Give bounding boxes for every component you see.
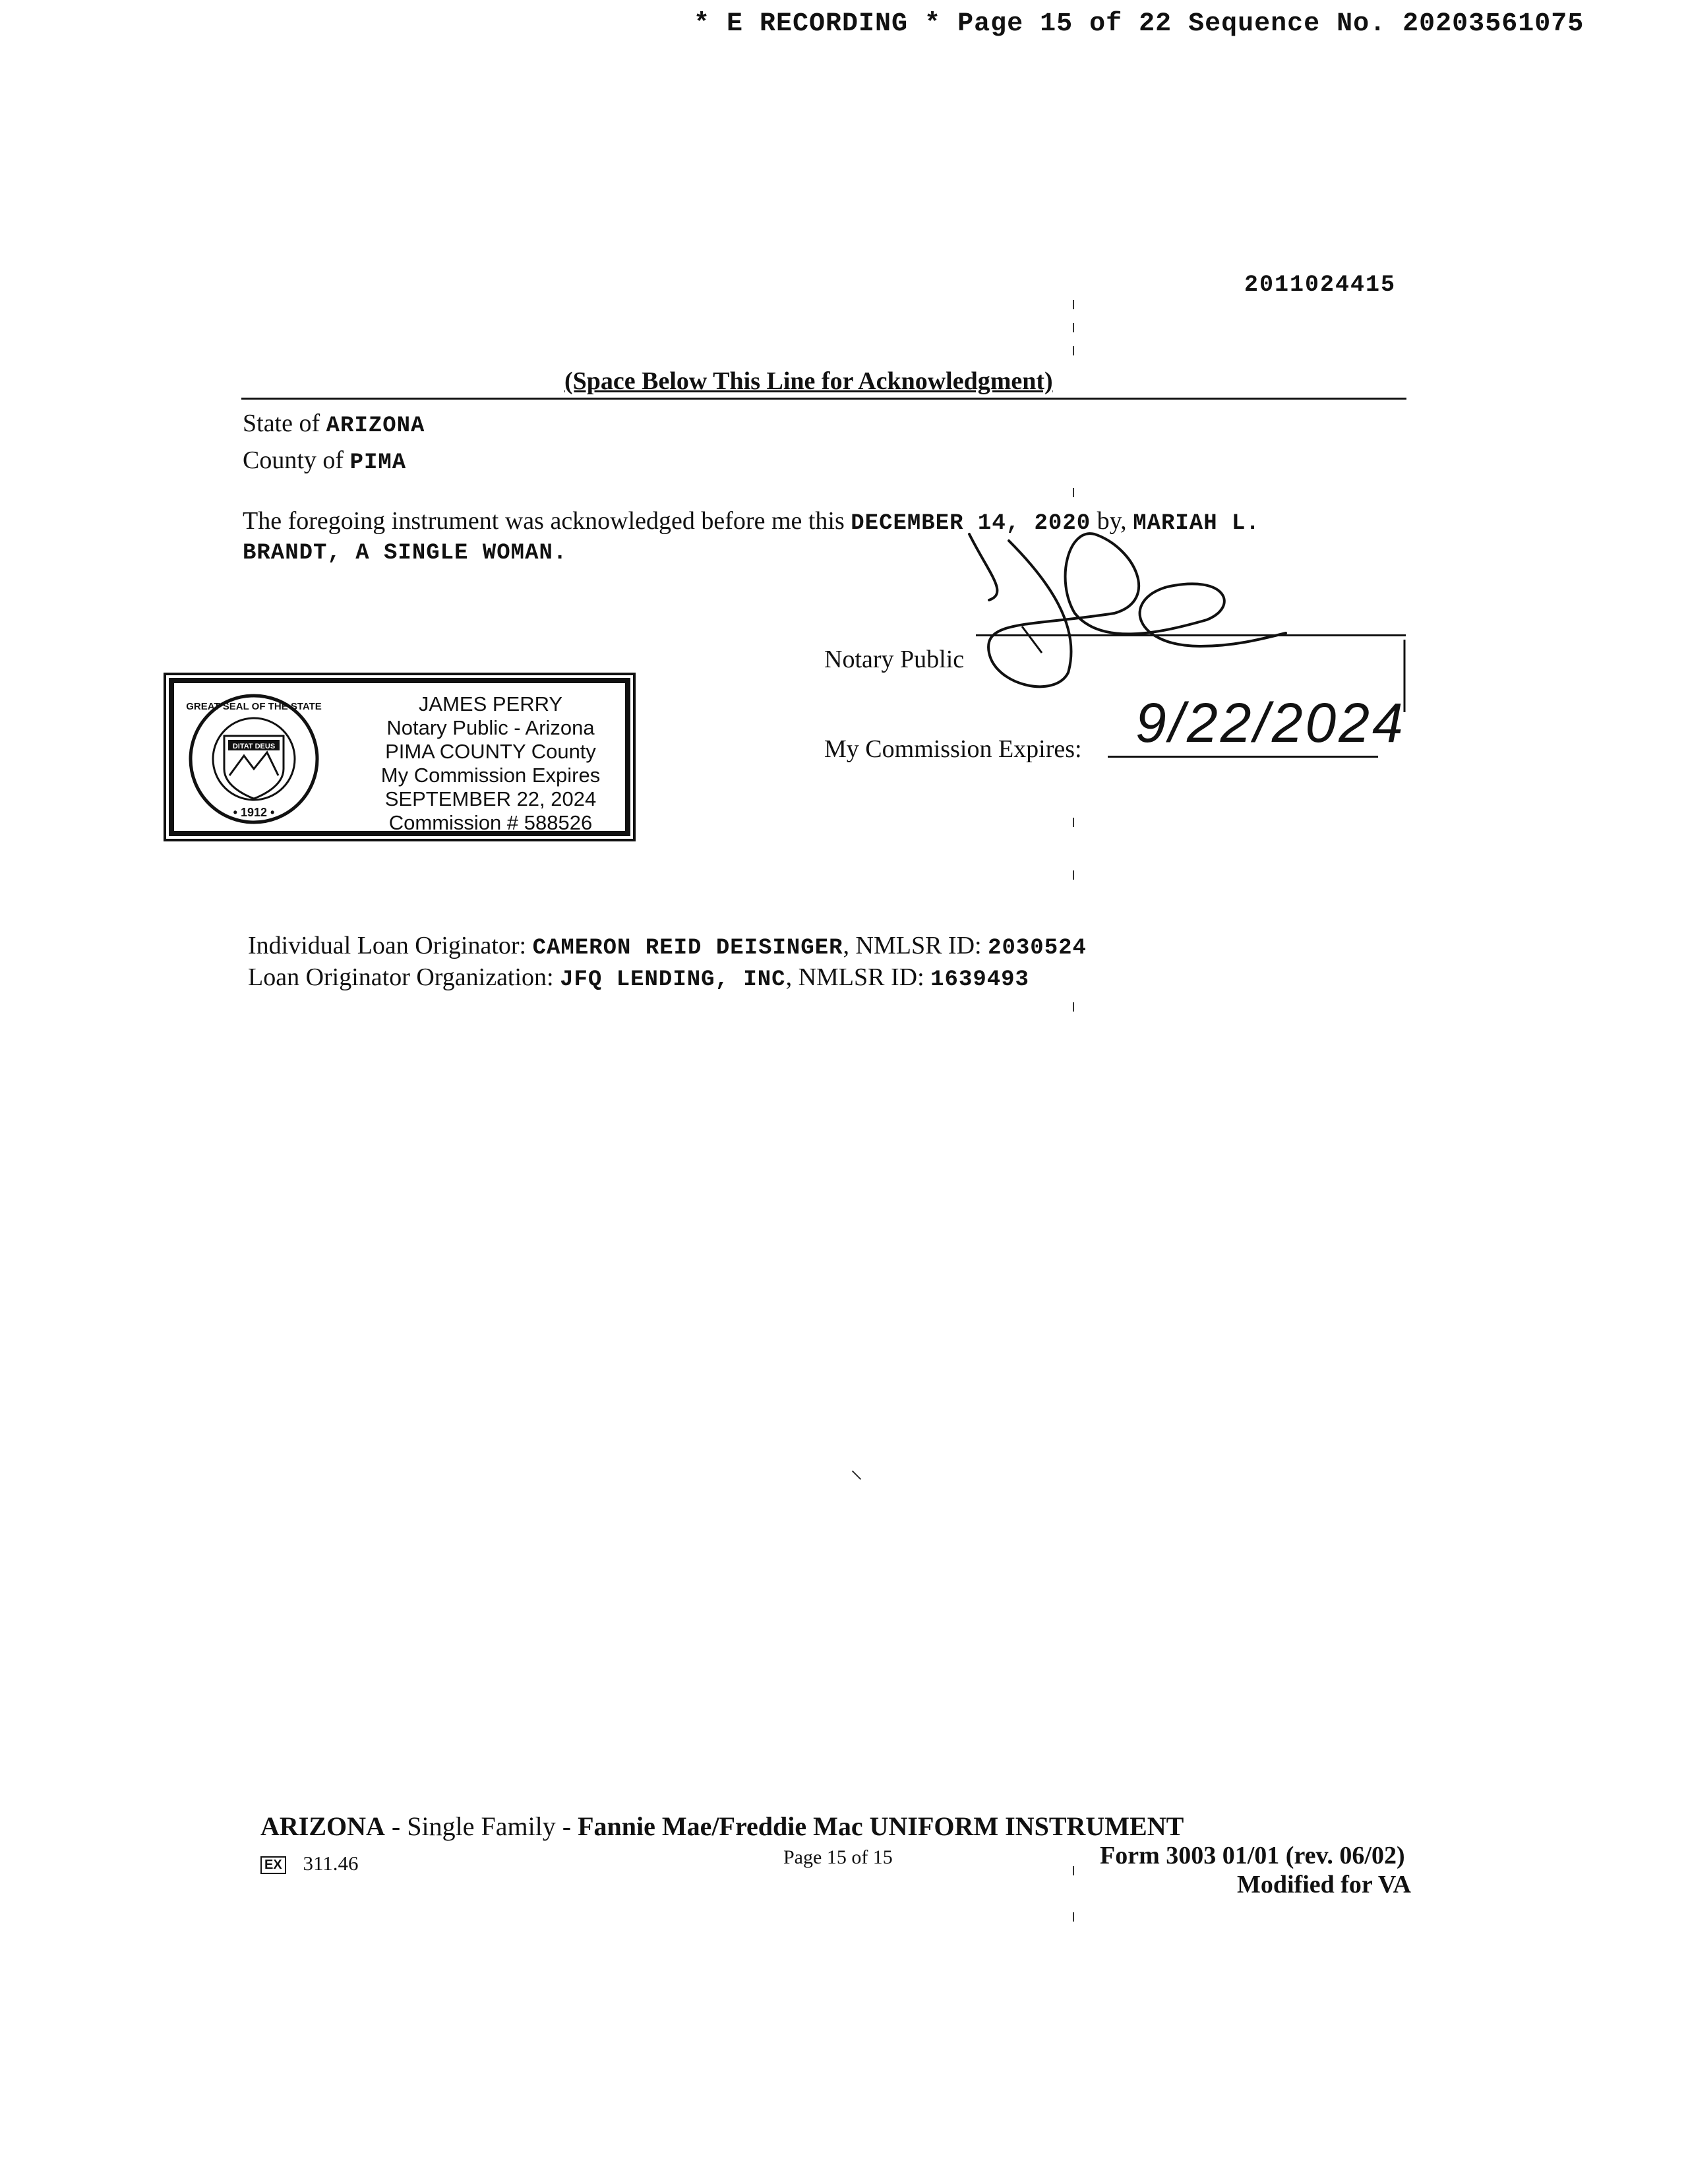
stamp-line: PIMA COUNTY County [385,740,596,763]
acknowledgment-prefix: The foregoing instrument was acknowledged before me this [243,507,845,535]
party-name-part2: BRANDT, A SINGLE WOMAN. [243,541,568,566]
organization-nmlsr-id: 1639493 [930,967,1029,992]
commission-expires-handwritten: 9/22/2024 [1135,692,1406,754]
individual-originator-label: Individual Loan Originator: [248,932,527,959]
organization-label: Loan Originator Organization: [248,963,554,991]
state-value: ARIZONA [326,413,425,439]
stamp-line: SEPTEMBER 22, 2024 [384,787,597,810]
scan-mark [852,1471,861,1480]
scan-tick [1073,488,1074,497]
stamp-text [352,692,629,835]
acknowledgment-divider-label: (Space Below This Line for Acknowledgment) [564,367,1053,395]
notary-signature [950,521,1411,712]
recording-header: * E RECORDING * Page 15 of 22 Sequence No. 20203561075 [694,9,1584,39]
acknowledgment-by: by, [1097,507,1127,535]
footer-modified-note: Modified for VA [1237,1871,1411,1898]
commission-expires-line [1108,756,1378,758]
acknowledgment-date: DECEMBER 14, 2020 [851,511,1091,536]
footer-publisher: Fannie Mae/Freddie Mac UNIFORM INSTRUMENT [578,1811,1184,1841]
document-number: 2011024415 [1244,272,1397,298]
state-line [243,409,425,439]
stamp-line: My Commission Expires [380,764,601,787]
state-label: State of [243,410,320,437]
notary-stamp [169,678,630,836]
state-seal-icon [185,690,323,828]
county-line [243,446,406,475]
seal-year: • 1912 • [233,806,275,819]
stamp-line: JAMES PERRY [418,692,563,715]
stamp-line: Notary Public - Arizona [386,716,595,739]
commission-expires-label: My Commission Expires: [824,735,1082,763]
loan-originator-organization [248,963,1029,992]
footer-code-value: 311.46 [303,1852,359,1875]
individual-loan-originator [248,931,1087,961]
ellie-mae-icon: EX [260,1856,286,1874]
scan-tick [1073,1912,1074,1922]
seal-text: GREAT SEAL OF THE STATE [186,701,322,712]
individual-nmlsr-id: 2030524 [988,936,1087,961]
scan-tick [1073,300,1074,309]
footer-separator: - Single Family - [384,1811,578,1841]
scan-tick [1073,1002,1074,1012]
footer-page-number: Page 15 of 15 [783,1846,893,1868]
notary-public-label: Notary Public [824,646,965,673]
footer-code [260,1852,359,1875]
scan-tick [1073,870,1074,880]
scan-tick [1073,323,1074,332]
stamp-line: Commission # 588526 [388,811,593,834]
party-name-part1: MARIAH L. [1133,511,1260,536]
scan-tick [1073,818,1074,827]
county-label: County of [243,446,344,474]
seal-motto: DITAT DEUS [232,743,276,750]
scan-tick [1073,346,1074,355]
scan-tick [1073,1866,1074,1875]
individual-nmlsr-label: , NMLSR ID: [843,932,982,959]
footer-form-number: Form 3003 01/01 (rev. 06/02) [1100,1842,1405,1869]
acknowledgment-rule [241,398,1406,400]
county-value: PIMA [349,450,407,475]
organization-name: JFQ LENDING, INC [560,967,786,992]
individual-originator-name: CAMERON REID DEISINGER [532,936,843,961]
footer-title [260,1811,1184,1842]
organization-nmlsr-label: , NMLSR ID: [785,963,924,991]
footer-state: ARIZONA [260,1811,385,1841]
